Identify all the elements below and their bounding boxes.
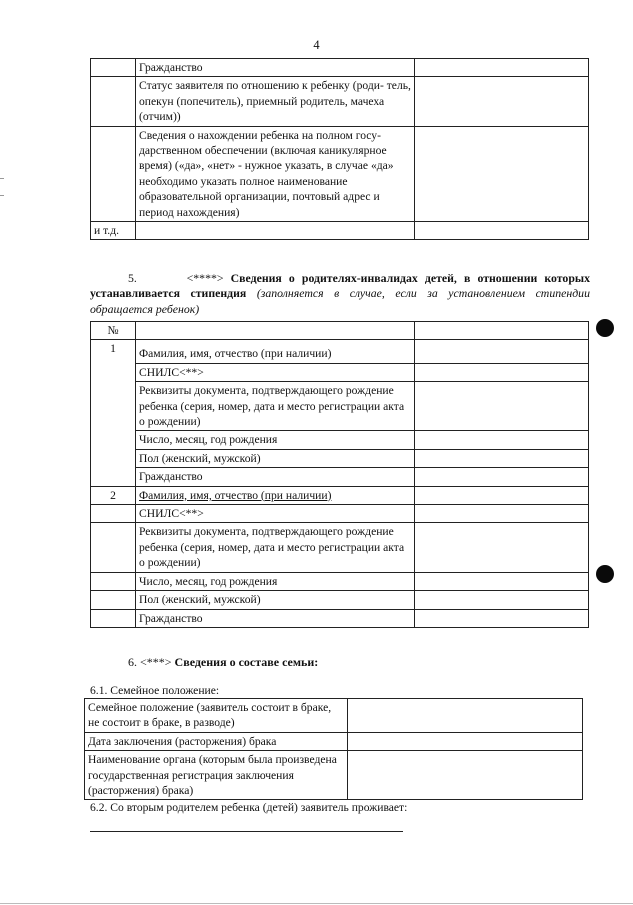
subsection-6-2-label: 6.2. Со вторым родителем ребенка (детей) заявитель проживает: [90, 801, 408, 814]
row-number-cell [91, 572, 136, 590]
page-number: 4 [313, 38, 320, 52]
section-note: (заполняется в случае, если за установлением стипендии обращается ребенок) [90, 286, 590, 316]
number-column-header: № [91, 322, 136, 340]
table-row [91, 77, 589, 126]
section-marker: <***> [140, 655, 172, 669]
table-row [91, 486, 589, 504]
field-label: Фамилия, имя, отчество (при наличии) [136, 486, 415, 504]
field-label: Пол (женский, мужской) [136, 449, 415, 467]
row-number-cell [91, 59, 136, 77]
header-cell [136, 322, 415, 340]
section-title: Сведения о составе семьи: [174, 655, 319, 669]
section-5-heading [90, 271, 590, 317]
punch-hole-mark [596, 319, 614, 337]
group-number-cell: 1 [91, 340, 136, 486]
field-label: Статус заявителя по отношению к ребенку (роди- тель, опекун (попечитель), приемный родитель, мачеха (отчим)) [136, 77, 415, 126]
table-row [91, 222, 589, 240]
row-number-cell [91, 505, 136, 523]
field-value[interactable] [415, 59, 589, 77]
field-label: Сведения о нахождении ребенка на полном госу- дарственном обеспечении (включая каникулярное время) («да», «нет» - нужное указать, в случае «да» необходимо указать полное наименование образовательной организации, почтовый адрес и период нахождения) [136, 126, 415, 221]
field-value[interactable] [415, 486, 589, 504]
group-number-cell: 2 [91, 486, 136, 504]
field-value[interactable] [415, 468, 589, 486]
table-row [91, 572, 589, 590]
field-value[interactable] [415, 431, 589, 449]
answer-line[interactable] [90, 831, 403, 832]
table-header-row [91, 322, 589, 340]
field-value[interactable] [415, 340, 589, 363]
punch-hole-mark [596, 565, 614, 583]
margin-mark [0, 178, 4, 179]
field-value[interactable] [415, 222, 589, 240]
table-row [91, 59, 589, 77]
field-label: Реквизиты документа, подтверждающего рождение ребенка (серия, номер, дата и место регистрации акта о рождении) [136, 382, 415, 431]
field-label: СНИЛС<**> [136, 505, 415, 523]
section-number: 5. [128, 271, 137, 285]
table-row [91, 523, 589, 572]
field-label: Дата заключения (расторжения) брака [85, 732, 348, 750]
scan-edge-line [0, 903, 633, 904]
table-row [91, 591, 589, 609]
continuation-table [90, 58, 589, 240]
field-value[interactable] [415, 523, 589, 572]
field-label: Гражданство [136, 59, 415, 77]
table-row [91, 126, 589, 221]
row-number-cell: и т.д. [91, 222, 136, 240]
subsection-6-1-label: 6.1. Семейное положение: [90, 684, 220, 697]
field-value[interactable] [415, 505, 589, 523]
field-label: Число, месяц, год рождения [136, 572, 415, 590]
table-row [91, 363, 589, 381]
field-value[interactable] [415, 449, 589, 467]
row-number-cell [91, 609, 136, 627]
section-6-heading [128, 655, 318, 671]
field-label: СНИЛС<**> [136, 363, 415, 381]
field-value[interactable] [415, 609, 589, 627]
row-number-cell [91, 591, 136, 609]
table-row [91, 340, 589, 363]
field-label: Фамилия, имя, отчество (при наличии) [136, 340, 415, 363]
field-label: Реквизиты документа, подтверждающего рождение ребенка (серия, номер, дата и место регистрации акта о рождении) [136, 523, 415, 572]
row-number-cell [91, 523, 136, 572]
table-row [85, 751, 583, 800]
margin-mark [0, 195, 4, 196]
field-value[interactable] [415, 382, 589, 431]
section-title: Сведения о родителях-инвалидах детей, в отношении которых устанавливается стипендия [90, 271, 590, 301]
field-value[interactable] [415, 363, 589, 381]
field-label: Гражданство [136, 468, 415, 486]
header-cell [415, 322, 589, 340]
table-row [91, 468, 589, 486]
field-label: Число, месяц, год рождения [136, 431, 415, 449]
table-row [85, 732, 583, 750]
field-value[interactable] [348, 751, 583, 800]
table-row [85, 699, 583, 733]
field-value[interactable] [415, 591, 589, 609]
field-label: Пол (женский, мужской) [136, 591, 415, 609]
field-value[interactable] [415, 572, 589, 590]
section-marker: <****> [186, 271, 224, 285]
table-row [91, 609, 589, 627]
field-value[interactable] [348, 732, 583, 750]
disabled-parents-table [90, 321, 589, 628]
field-value[interactable] [348, 699, 583, 733]
field-value[interactable] [415, 126, 589, 221]
row-number-cell [91, 126, 136, 221]
field-label: Наименование органа (которым была произведена государственная регистрация заключения (расторжения) брака) [85, 751, 348, 800]
table-row [91, 431, 589, 449]
table-row [91, 382, 589, 431]
section-number: 6. [128, 655, 137, 669]
table-row [91, 505, 589, 523]
marital-status-table [84, 698, 583, 800]
field-label [136, 222, 415, 240]
field-label: Гражданство [136, 609, 415, 627]
table-row [91, 449, 589, 467]
field-label: Семейное положение (заявитель состоит в браке, не состоит в браке, в разводе) [85, 699, 348, 733]
row-number-cell [91, 77, 136, 126]
field-value[interactable] [415, 77, 589, 126]
